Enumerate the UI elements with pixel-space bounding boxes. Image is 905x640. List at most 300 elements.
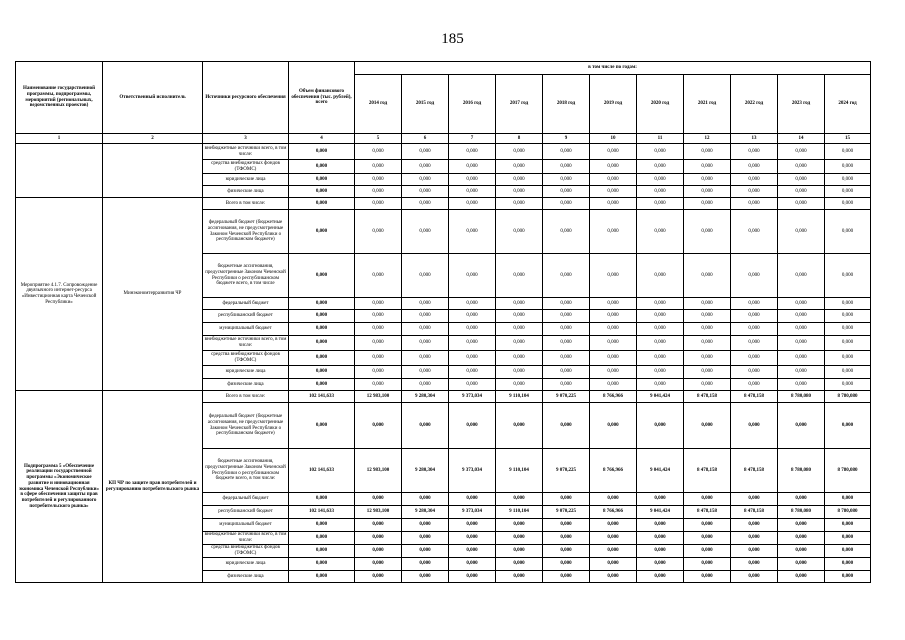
year-value-cell: 0,000 (637, 310, 684, 323)
year-value-cell: 0,000 (590, 198, 637, 210)
column-number: 9 (543, 134, 590, 144)
year-value-cell: 0,000 (637, 403, 684, 449)
year-value-cell: 0,000 (543, 310, 590, 323)
total-cell: 102 141,633 (289, 391, 355, 403)
year-value-cell: 0,000 (778, 532, 825, 545)
year-value-cell: 0,000 (778, 545, 825, 558)
year-value-cell: 0,000 (402, 532, 449, 545)
year-value-cell: 0,000 (825, 351, 871, 366)
year-value-cell: 0,000 (684, 571, 731, 583)
year-value-cell: 0,000 (496, 144, 543, 160)
year-value-cell: 0,000 (778, 323, 825, 336)
year-value-cell: 8 780,080 (825, 449, 871, 493)
source-cell: внебюджетные источники всего, в том числе: (203, 532, 289, 545)
year-value-cell: 0,000 (590, 298, 637, 310)
year-value-cell: 0,000 (355, 336, 402, 351)
year-value-cell: 0,000 (402, 336, 449, 351)
source-cell: федеральный бюджет (бюджетные ассигнования, не предусмотренные Законом Чеченской Республики о республиканском бюджете) (203, 210, 289, 254)
year-value-cell: 0,000 (449, 254, 496, 298)
total-cell: 0,000 (289, 351, 355, 366)
year-value-cell: 0,000 (543, 571, 590, 583)
year-value-cell: 0,000 (684, 160, 731, 174)
year-value-cell: 8 478,158 (731, 506, 778, 519)
year-value-cell: 0,000 (402, 323, 449, 336)
year-value-cell: 9 110,104 (496, 506, 543, 519)
source-cell: физические лица (203, 571, 289, 583)
source-cell: физические лица (203, 379, 289, 391)
header-year: 2021 год (684, 75, 731, 134)
total-cell: 0,000 (289, 198, 355, 210)
year-value-cell: 0,000 (731, 493, 778, 506)
column-number: 8 (496, 134, 543, 144)
year-value-cell: 0,000 (496, 323, 543, 336)
year-value-cell: 0,000 (731, 210, 778, 254)
total-cell: 0,000 (289, 160, 355, 174)
source-cell: средства внебюджетных фондов (ТФОМС) (203, 351, 289, 366)
year-value-cell: 0,000 (449, 174, 496, 186)
year-value-cell: 0,000 (449, 351, 496, 366)
year-value-cell: 0,000 (778, 144, 825, 160)
year-value-cell: 0,000 (637, 558, 684, 571)
year-value-cell: 0,000 (778, 174, 825, 186)
year-value-cell: 0,000 (449, 310, 496, 323)
year-value-cell: 0,000 (590, 493, 637, 506)
year-value-cell: 0,000 (731, 558, 778, 571)
year-value-cell: 0,000 (637, 493, 684, 506)
year-value-cell: 0,000 (637, 571, 684, 583)
source-cell: физические лица (203, 186, 289, 198)
total-cell: 0,000 (289, 403, 355, 449)
year-value-cell: 0,000 (825, 186, 871, 198)
table-header (16, 62, 871, 144)
header-name: Наименование государственной программы, подпрограммы, мероприятий (региональных, ведомственных проектов) (16, 62, 103, 134)
source-cell: Всего в том числе: (203, 391, 289, 403)
year-value-cell: 0,000 (731, 403, 778, 449)
year-value-cell: 0,000 (449, 571, 496, 583)
source-cell: юридические лица (203, 174, 289, 186)
header-total: Объем финансового обеспечения (тыс. рублей), всего (289, 62, 355, 134)
year-value-cell: 0,000 (402, 545, 449, 558)
total-cell: 0,000 (289, 210, 355, 254)
year-value-cell: 0,000 (402, 310, 449, 323)
year-value-cell: 0,000 (637, 144, 684, 160)
year-value-cell: 0,000 (355, 532, 402, 545)
year-value-cell: 0,000 (496, 174, 543, 186)
year-value-cell: 12 983,100 (355, 391, 402, 403)
year-value-cell: 0,000 (449, 519, 496, 532)
year-value-cell: 0,000 (637, 198, 684, 210)
executor-cell (103, 144, 203, 198)
year-value-cell: 0,000 (496, 403, 543, 449)
column-number: 3 (203, 134, 289, 144)
total-cell: 0,000 (289, 519, 355, 532)
year-value-cell: 0,000 (778, 379, 825, 391)
header-source: Источники ресурсного обеспечения (203, 62, 289, 134)
table-row (16, 144, 871, 160)
column-number: 12 (684, 134, 731, 144)
executor-cell: Минэкономтерразвития ЧР (103, 198, 203, 391)
year-value-cell: 0,000 (590, 310, 637, 323)
year-value-cell: 0,000 (684, 493, 731, 506)
year-value-cell: 8 780,080 (778, 506, 825, 519)
year-value-cell: 9 373,034 (449, 391, 496, 403)
year-value-cell: 0,000 (590, 571, 637, 583)
year-value-cell: 0,000 (496, 558, 543, 571)
year-value-cell: 0,000 (496, 545, 543, 558)
year-value-cell: 0,000 (684, 532, 731, 545)
year-value-cell: 0,000 (590, 144, 637, 160)
year-value-cell: 0,000 (684, 198, 731, 210)
header-year: 2024 год (825, 75, 871, 134)
year-value-cell: 0,000 (355, 174, 402, 186)
year-value-cell: 0,000 (684, 545, 731, 558)
source-cell: внебюджетные источники всего, в том числе: (203, 144, 289, 160)
total-cell: 0,000 (289, 254, 355, 298)
year-value-cell: 0,000 (825, 545, 871, 558)
year-value-cell: 8 766,966 (590, 449, 637, 493)
header-year: 2019 год (590, 75, 637, 134)
column-number: 11 (637, 134, 684, 144)
source-cell: республиканский бюджет (203, 310, 289, 323)
year-value-cell: 0,000 (637, 254, 684, 298)
year-value-cell: 0,000 (731, 160, 778, 174)
year-value-cell: 0,000 (825, 198, 871, 210)
header-year: 2022 год (731, 75, 778, 134)
year-value-cell: 0,000 (543, 198, 590, 210)
total-cell: 0,000 (289, 310, 355, 323)
year-value-cell: 0,000 (637, 519, 684, 532)
column-number: 6 (402, 134, 449, 144)
column-number: 4 (289, 134, 355, 144)
year-value-cell: 0,000 (449, 366, 496, 379)
year-value-cell: 8 780,080 (825, 506, 871, 519)
year-value-cell: 0,000 (637, 366, 684, 379)
source-cell: юридические лица (203, 558, 289, 571)
year-value-cell: 0,000 (637, 351, 684, 366)
year-value-cell: 0,000 (496, 186, 543, 198)
year-value-cell: 0,000 (731, 254, 778, 298)
year-value-cell: 8 478,158 (684, 449, 731, 493)
item-name-cell: Подпрограмма 5 «Обеспечение реализации государственной программы «Экономическое развитие и инновационная экономика Чеченской Республики» в сфере обеспечения защиты прав потребителей и регулированного потребительского рынка» (16, 391, 103, 583)
year-value-cell: 0,000 (590, 351, 637, 366)
year-value-cell: 0,000 (355, 545, 402, 558)
year-value-cell: 0,000 (543, 336, 590, 351)
year-value-cell: 0,000 (449, 336, 496, 351)
year-value-cell: 0,000 (355, 493, 402, 506)
total-cell: 0,000 (289, 545, 355, 558)
year-value-cell: 0,000 (590, 174, 637, 186)
column-number: 2 (103, 134, 203, 144)
year-value-cell: 0,000 (543, 160, 590, 174)
source-cell: Всего в том числе: (203, 198, 289, 210)
year-value-cell: 0,000 (590, 379, 637, 391)
year-value-cell: 0,000 (543, 144, 590, 160)
year-value-cell: 0,000 (355, 558, 402, 571)
year-value-cell: 9 110,104 (496, 449, 543, 493)
year-value-cell: 0,000 (355, 160, 402, 174)
year-value-cell: 0,000 (684, 174, 731, 186)
year-value-cell: 0,000 (449, 493, 496, 506)
year-value-cell: 9 070,225 (543, 449, 590, 493)
year-value-cell: 8 766,966 (590, 391, 637, 403)
year-value-cell: 0,000 (778, 366, 825, 379)
year-value-cell: 0,000 (355, 519, 402, 532)
year-value-cell: 0,000 (637, 379, 684, 391)
year-value-cell: 0,000 (496, 210, 543, 254)
year-value-cell: 0,000 (684, 186, 731, 198)
year-value-cell: 0,000 (402, 571, 449, 583)
year-value-cell: 0,000 (543, 323, 590, 336)
year-value-cell: 0,000 (449, 379, 496, 391)
total-cell: 0,000 (289, 379, 355, 391)
total-cell: 102 141,633 (289, 449, 355, 493)
year-value-cell: 0,000 (402, 493, 449, 506)
source-cell: бюджетные ассигнования, предусмотренные Законом Чеченской Республики о республиканском бюджете всего, в том числе (203, 254, 289, 298)
year-value-cell: 0,000 (778, 160, 825, 174)
source-cell: муниципальный бюджет (203, 519, 289, 532)
year-value-cell: 0,000 (731, 366, 778, 379)
year-value-cell: 9 041,424 (637, 391, 684, 403)
year-value-cell: 0,000 (496, 336, 543, 351)
year-value-cell: 0,000 (684, 254, 731, 298)
year-value-cell: 0,000 (637, 532, 684, 545)
year-value-cell: 0,000 (778, 558, 825, 571)
table-row (16, 198, 871, 210)
total-cell: 0,000 (289, 298, 355, 310)
year-value-cell: 0,000 (496, 571, 543, 583)
header-year: 2018 год (543, 75, 590, 134)
total-cell: 0,000 (289, 366, 355, 379)
year-value-cell: 0,000 (731, 336, 778, 351)
header-year: 2014 год (355, 75, 402, 134)
year-value-cell: 0,000 (449, 198, 496, 210)
year-value-cell: 0,000 (543, 351, 590, 366)
year-value-cell: 0,000 (778, 310, 825, 323)
column-number: 13 (731, 134, 778, 144)
year-value-cell: 0,000 (449, 558, 496, 571)
year-value-cell: 0,000 (402, 379, 449, 391)
year-value-cell: 0,000 (778, 336, 825, 351)
year-value-cell: 0,000 (402, 210, 449, 254)
header-years-group: в том числе по годам: (355, 62, 871, 75)
year-value-cell: 9 070,225 (543, 391, 590, 403)
year-value-cell: 0,000 (637, 336, 684, 351)
year-value-cell: 0,000 (496, 351, 543, 366)
year-value-cell: 0,000 (684, 298, 731, 310)
item-name-cell (16, 144, 103, 198)
year-value-cell: 0,000 (684, 323, 731, 336)
year-value-cell: 0,000 (825, 298, 871, 310)
executor-cell: КП ЧР по защите прав потребителей и регулированию потребительского рынка (103, 391, 203, 583)
year-value-cell: 8 780,080 (778, 391, 825, 403)
total-cell: 0,000 (289, 336, 355, 351)
total-cell: 0,000 (289, 144, 355, 160)
header-year: 2023 год (778, 75, 825, 134)
year-value-cell: 0,000 (543, 254, 590, 298)
year-value-cell: 0,000 (543, 210, 590, 254)
year-value-cell: 0,000 (825, 532, 871, 545)
year-value-cell: 0,000 (731, 379, 778, 391)
year-value-cell: 0,000 (825, 174, 871, 186)
year-value-cell: 0,000 (778, 351, 825, 366)
year-value-cell: 0,000 (731, 186, 778, 198)
year-value-cell: 0,000 (355, 144, 402, 160)
year-value-cell: 0,000 (731, 198, 778, 210)
source-cell: бюджетные ассигнования, предусмотренные Законом Чеченской Республики о республиканском бюджете всего, в том числе: (203, 449, 289, 493)
year-value-cell: 0,000 (825, 336, 871, 351)
year-value-cell: 0,000 (496, 366, 543, 379)
source-cell: средства внебюджетных фондов (ТФОМС) (203, 160, 289, 174)
year-value-cell: 0,000 (590, 323, 637, 336)
header-year: 2020 год (637, 75, 684, 134)
year-value-cell: 0,000 (496, 493, 543, 506)
source-cell: средства внебюджетных фондов (ТФОМС) (203, 545, 289, 558)
year-value-cell: 8 478,158 (684, 506, 731, 519)
year-value-cell: 0,000 (637, 174, 684, 186)
year-value-cell: 0,000 (402, 351, 449, 366)
column-number: 1 (16, 134, 103, 144)
year-value-cell: 0,000 (355, 254, 402, 298)
year-value-cell: 0,000 (355, 379, 402, 391)
year-value-cell: 0,000 (402, 519, 449, 532)
year-value-cell: 0,000 (449, 186, 496, 198)
year-value-cell: 0,000 (637, 186, 684, 198)
table-body (16, 144, 871, 583)
year-value-cell: 0,000 (825, 366, 871, 379)
year-value-cell: 0,000 (637, 210, 684, 254)
year-value-cell: 9 110,104 (496, 391, 543, 403)
year-value-cell: 0,000 (731, 298, 778, 310)
header-year: 2016 год (449, 75, 496, 134)
total-cell: 102 141,633 (289, 506, 355, 519)
year-value-cell: 0,000 (449, 532, 496, 545)
year-value-cell: 0,000 (684, 379, 731, 391)
year-value-cell: 0,000 (590, 403, 637, 449)
year-value-cell: 0,000 (684, 210, 731, 254)
year-value-cell: 9 373,034 (449, 449, 496, 493)
total-cell: 0,000 (289, 558, 355, 571)
year-value-cell: 0,000 (731, 144, 778, 160)
year-value-cell: 0,000 (355, 571, 402, 583)
year-value-cell: 0,000 (590, 558, 637, 571)
year-value-cell: 0,000 (825, 379, 871, 391)
column-number: 14 (778, 134, 825, 144)
total-cell: 0,000 (289, 186, 355, 198)
source-cell: федеральный бюджет (бюджетные ассигнования, не предусмотренные Законом Чеченской Республики о республиканском бюджете) (203, 403, 289, 449)
year-value-cell: 0,000 (402, 160, 449, 174)
year-value-cell: 0,000 (355, 323, 402, 336)
year-value-cell: 0,000 (496, 310, 543, 323)
year-value-cell: 0,000 (449, 298, 496, 310)
source-cell: юридические лица (203, 366, 289, 379)
year-value-cell: 0,000 (355, 366, 402, 379)
year-value-cell: 0,000 (543, 403, 590, 449)
year-value-cell: 9 280,304 (402, 391, 449, 403)
year-value-cell: 0,000 (496, 160, 543, 174)
column-number: 15 (825, 134, 871, 144)
year-value-cell: 0,000 (825, 571, 871, 583)
year-value-cell: 0,000 (449, 160, 496, 174)
year-value-cell: 0,000 (825, 160, 871, 174)
year-value-cell: 0,000 (496, 254, 543, 298)
year-value-cell: 0,000 (402, 254, 449, 298)
year-value-cell: 9 280,304 (402, 506, 449, 519)
year-value-cell: 0,000 (778, 298, 825, 310)
year-value-cell: 0,000 (825, 144, 871, 160)
source-cell: федеральный бюджет (203, 493, 289, 506)
year-value-cell: 0,000 (825, 323, 871, 336)
table-row (16, 391, 871, 403)
year-value-cell: 0,000 (402, 144, 449, 160)
year-value-cell: 0,000 (825, 558, 871, 571)
year-value-cell: 9 041,424 (637, 449, 684, 493)
year-value-cell: 0,000 (778, 493, 825, 506)
year-value-cell: 0,000 (543, 545, 590, 558)
year-value-cell: 0,000 (355, 351, 402, 366)
year-value-cell: 0,000 (778, 254, 825, 298)
year-value-cell: 0,000 (825, 493, 871, 506)
year-value-cell: 0,000 (402, 298, 449, 310)
source-cell: внебюджетные источники всего, в том числе: (203, 336, 289, 351)
year-value-cell: 0,000 (449, 545, 496, 558)
page-number: 185 (441, 31, 464, 47)
year-value-cell: 0,000 (684, 351, 731, 366)
header-year: 2017 год (496, 75, 543, 134)
year-value-cell: 0,000 (449, 210, 496, 254)
year-value-cell: 0,000 (778, 186, 825, 198)
year-value-cell: 0,000 (825, 403, 871, 449)
year-value-cell: 0,000 (543, 558, 590, 571)
header-year: 2015 год (402, 75, 449, 134)
year-value-cell: 0,000 (496, 532, 543, 545)
year-value-cell: 0,000 (543, 519, 590, 532)
year-value-cell: 0,000 (731, 351, 778, 366)
total-cell: 0,000 (289, 571, 355, 583)
year-value-cell: 0,000 (825, 254, 871, 298)
year-value-cell: 0,000 (778, 519, 825, 532)
year-value-cell: 0,000 (684, 366, 731, 379)
year-value-cell: 0,000 (402, 366, 449, 379)
year-value-cell: 0,000 (449, 323, 496, 336)
year-value-cell: 0,000 (355, 210, 402, 254)
year-value-cell: 0,000 (637, 298, 684, 310)
year-value-cell: 0,000 (590, 519, 637, 532)
year-value-cell: 0,000 (684, 519, 731, 532)
year-value-cell: 0,000 (637, 160, 684, 174)
year-value-cell: 0,000 (496, 379, 543, 391)
year-value-cell: 0,000 (543, 366, 590, 379)
column-number: 10 (590, 134, 637, 144)
year-value-cell: 0,000 (684, 336, 731, 351)
year-value-cell: 0,000 (543, 186, 590, 198)
year-value-cell: 0,000 (496, 198, 543, 210)
source-cell: муниципальный бюджет (203, 323, 289, 336)
total-cell: 0,000 (289, 532, 355, 545)
column-numbers-row (16, 134, 871, 144)
year-value-cell: 0,000 (684, 310, 731, 323)
year-value-cell: 0,000 (590, 545, 637, 558)
year-value-cell: 0,000 (590, 160, 637, 174)
year-value-cell: 0,000 (449, 403, 496, 449)
year-value-cell: 0,000 (825, 519, 871, 532)
year-value-cell: 0,000 (402, 198, 449, 210)
year-value-cell: 0,000 (778, 198, 825, 210)
year-value-cell: 0,000 (684, 144, 731, 160)
year-value-cell: 0,000 (825, 210, 871, 254)
year-value-cell: 0,000 (543, 379, 590, 391)
year-value-cell: 0,000 (402, 558, 449, 571)
year-value-cell: 0,000 (543, 298, 590, 310)
